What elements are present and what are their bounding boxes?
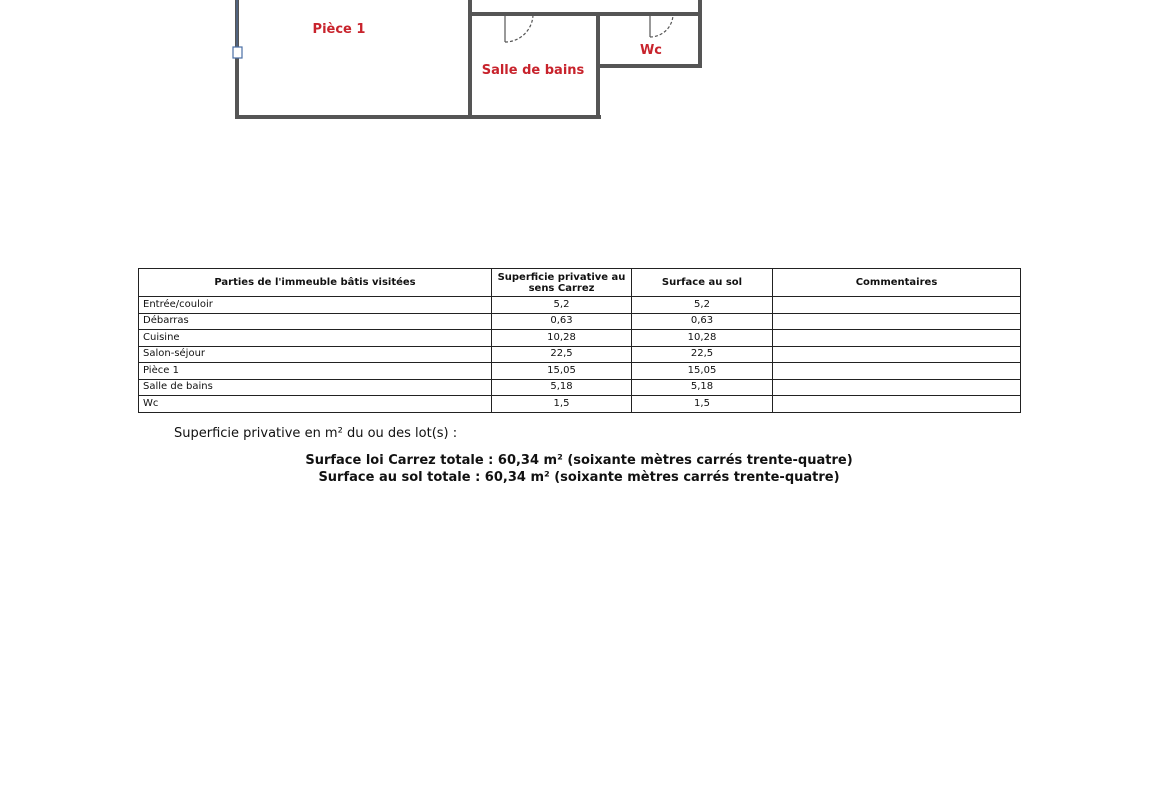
- row-carrez: 22,5: [492, 346, 632, 363]
- row-comments: [773, 363, 1021, 380]
- row-carrez: 5,18: [492, 379, 632, 396]
- row-carrez: 5,2: [492, 297, 632, 314]
- table-row: [139, 346, 1021, 363]
- carrez-total: Surface loi Carrez totale : 60,34 m² (soixante mètres carrés trente-quatre): [305, 453, 853, 468]
- surfaces-table: [138, 268, 1021, 413]
- table-row: [139, 379, 1021, 396]
- table-row: [139, 330, 1021, 347]
- row-part: Salle de bains: [139, 379, 492, 396]
- row-part: Pièce 1: [139, 363, 492, 380]
- floor-plan: [0, 0, 1170, 140]
- room-label-wc: Wc: [639, 43, 663, 58]
- row-part: Entrée/couloir: [139, 297, 492, 314]
- room-label-piece1: Pièce 1: [312, 22, 366, 37]
- table-row: [139, 313, 1021, 330]
- row-comments: [773, 379, 1021, 396]
- row-carrez: 10,28: [492, 330, 632, 347]
- row-carrez: 0,63: [492, 313, 632, 330]
- row-comments: [773, 313, 1021, 330]
- door-swing-wc: [650, 14, 673, 37]
- row-sol: 22,5: [632, 346, 773, 363]
- row-part: Cuisine: [139, 330, 492, 347]
- totals-block: [138, 452, 1020, 486]
- row-comments: [773, 396, 1021, 413]
- surface-intro-text: Superficie privative en m² du ou des lot(s) :: [174, 426, 458, 441]
- header-comments: Commentaires: [773, 269, 1021, 297]
- header-parts: Parties de l'immeuble bâtis visitées: [139, 269, 492, 297]
- room-label-salle-de-bains: Salle de bains: [481, 63, 585, 78]
- row-part: Débarras: [139, 313, 492, 330]
- table-row: [139, 363, 1021, 380]
- row-sol: 5,2: [632, 297, 773, 314]
- row-comments: [773, 330, 1021, 347]
- table-row: [139, 396, 1021, 413]
- row-carrez: 1,5: [492, 396, 632, 413]
- table-row: [139, 297, 1021, 314]
- row-part: Wc: [139, 396, 492, 413]
- header-carrez: Superficie privative au sens Carrez: [492, 269, 632, 297]
- row-comments: [773, 346, 1021, 363]
- table-header-row: [139, 269, 1021, 297]
- row-part: Salon-séjour: [139, 346, 492, 363]
- window-marker: [233, 47, 242, 58]
- row-carrez: 15,05: [492, 363, 632, 380]
- row-sol: 10,28: [632, 330, 773, 347]
- door-swing-bathroom: [505, 14, 533, 42]
- row-sol: 0,63: [632, 313, 773, 330]
- header-surface-sol: Surface au sol: [632, 269, 773, 297]
- row-sol: 15,05: [632, 363, 773, 380]
- row-sol: 5,18: [632, 379, 773, 396]
- row-comments: [773, 297, 1021, 314]
- sol-total: Surface au sol totale : 60,34 m² (soixante mètres carrés trente-quatre): [318, 470, 840, 485]
- row-sol: 1,5: [632, 396, 773, 413]
